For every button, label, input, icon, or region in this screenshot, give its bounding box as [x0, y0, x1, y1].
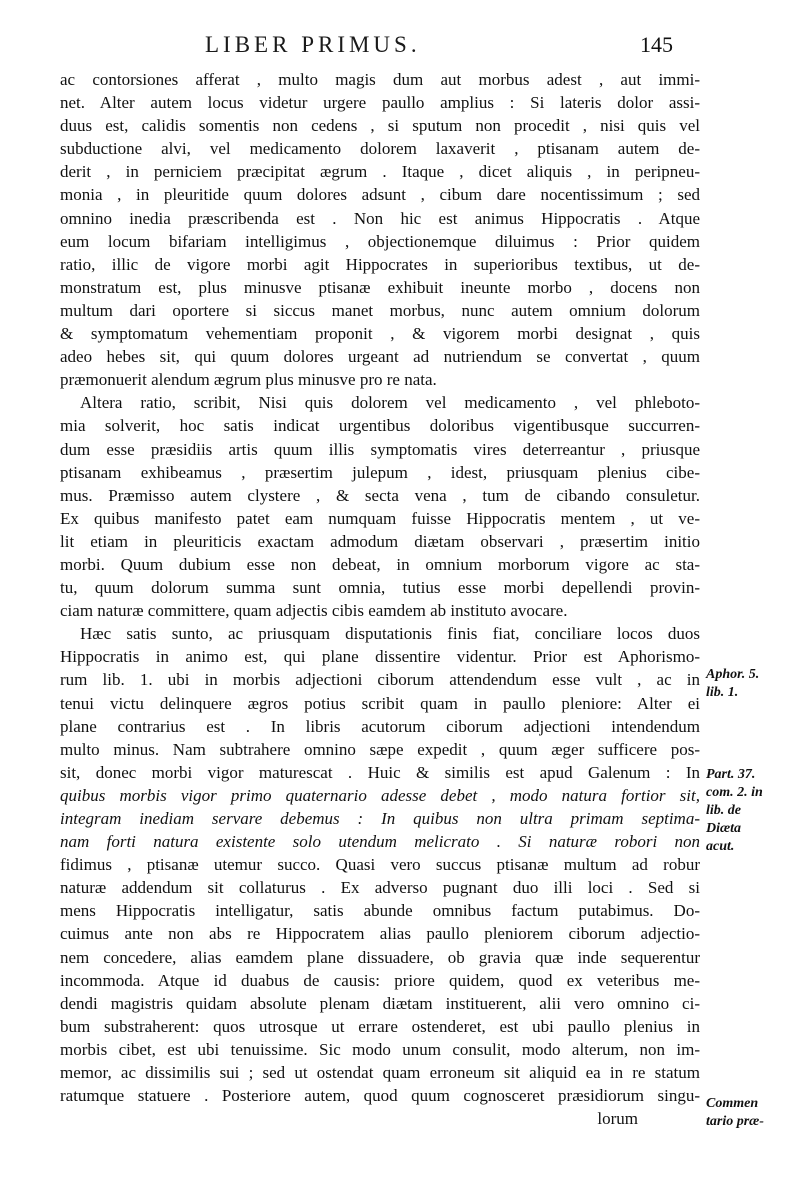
- text-line: quibus morbis vigor primo quaternario adesse debet , modo natura fortior sit,: [60, 785, 700, 805]
- text-line: ratumque statuere . Posteriore autem, quod quum cognosceret præsidiorum singu-: [60, 1086, 700, 1106]
- text-line: multum dari oportere si siccus manet morbus, nunc autem omnium dolorum: [60, 300, 700, 320]
- margin-note-line: Aphor. 5.: [706, 667, 760, 682]
- text-line: mia solverit, hoc satis indicat urgentibus doloribus vigentibusque succurren-: [60, 416, 700, 436]
- text-line: plane contrarius est . In libris acutorum ciborum adjectioni intendendum: [60, 716, 700, 736]
- margin-note-line: Diæta: [706, 821, 741, 836]
- margin-note-commentario: [706, 1095, 764, 1131]
- text-line: subductione alvi, vel medicamento dolorem laxaverit , ptisanam autem de-: [60, 139, 700, 159]
- text-line: morbis cibet, est ubi tenuissime. Sic modo unum consulit, modo alterum, non im-: [60, 1039, 700, 1059]
- text-line: omnino inedia præscribenda est . Non hic est animus Hippocratis . Atque: [60, 208, 700, 228]
- text-line: ratio, illic de vigore morbi agit Hippocrates in superioribus textibus, ut de-: [60, 254, 700, 274]
- text-line: lorum: [597, 1109, 638, 1129]
- text-line: fidimus , ptisanæ utemur succo. Quasi vero succus ptisanæ multum ad robur: [60, 855, 700, 875]
- text-line: monstratum est, plus minusve ptisanæ exhibuit ineunte morbo , docens non: [60, 277, 700, 297]
- text-line: integram inediam servare debemus : In quibus non ultra primam septima-: [60, 809, 700, 828]
- text-line: ciam naturæ committere, quam adjectis cibis eamdem ab instituto avocare.: [60, 601, 568, 621]
- page-number: 145: [640, 32, 673, 57]
- margin-note-line: com. 2. in: [706, 785, 763, 800]
- text-line: multo minus. Nam subtrahere omnino sæpe expedit , quum æger sufficere pos-: [60, 739, 700, 759]
- margin-note-line: Part. 37.: [706, 767, 756, 782]
- text-line: rum lib. 1. ubi in morbis adjectioni ciborum attendendum esse vult , ac in: [60, 670, 700, 690]
- text-line: mens Hippocratis intelligatur, satis abunde omnibus factum putabimus. Do-: [60, 901, 700, 921]
- text-line: naturæ addendum sit collaturus . Ex adverso pugnant duo illi loci . Sed si: [60, 878, 700, 898]
- text-line: memor, ac dissimilis sui ; sed ut ostendat quam erroneum sit aliquid ea in re statum: [60, 1063, 700, 1083]
- margin-note-line: Commen: [706, 1096, 759, 1111]
- text-line: tenui victu delinquere ægros potius scribit quam in paullo pleniore: Alter ei: [60, 693, 700, 713]
- text-line: derit , in perniciem præcipitat ægrum . Itaque , dicet aliquis , in peripneu-: [60, 162, 700, 182]
- page-header: [0, 30, 800, 60]
- text-line: morbi. Quum dubium esse non debeat, in omnium morborum vigore ac sta-: [60, 554, 700, 574]
- margin-note-line: lib. de: [706, 803, 741, 818]
- text-line: dendi magistris quidam absolute plenam diætam instituerent, alii vero omnino ci-: [60, 993, 700, 1013]
- text-line: net. Alter autem locus videtur urgere paullo amplius : Si lateris dolor assi-: [60, 93, 700, 113]
- text-line: ptisanam exhibeamus , præsertim julepum , idest, priusquam plenius cibe-: [60, 462, 700, 482]
- text-line: duus est, calidis somentis non cedens , si sputum non procedit , nisi quis vel: [60, 116, 700, 136]
- text-line: eum locum bifariam intelligimus , objectionemque diluimus : Prior quidem: [60, 231, 700, 251]
- body-text: [60, 68, 700, 1130]
- margin-note-diaeta-acut: [706, 766, 763, 856]
- text-line: bum substraherent: quos utrosque ut errare ostenderet, est ubi paullo plenius in: [60, 1016, 700, 1036]
- text-line: tu, quum dolorum summa sunt omnia, tutius esse morbi depellendi provin-: [60, 578, 700, 598]
- text-line: mus. Præmisso autem clystere , & secta vena , tum de cibando consuletur.: [60, 485, 700, 505]
- text-line: incommoda. Atque id duabus de causis: priore quidem, quod ex veteribus me-: [60, 970, 700, 990]
- text-line: Hippocratis in animo est, qui plane dissentire videntur. Prior est Aphorismo-: [60, 647, 700, 667]
- text-line: Hæc satis sunto, ac priusquam disputationis finis fiat, conciliare locos duos: [80, 624, 700, 644]
- margin-note-line: tario præ-: [706, 1114, 764, 1129]
- text-line: sit, donec morbi vigor maturescat . Huic & similis est apud Galenum : In: [60, 762, 700, 782]
- text-line: cuimus ante non abs re Hippocratem alias paullo pleniorem ciborum adjectio-: [60, 924, 700, 944]
- running-head: LIBER PRIMUS.: [205, 32, 421, 57]
- text-line: ac contorsiones afferat , multo magis dum aut morbus adest , aut immi-: [60, 70, 700, 89]
- text-line: adeo hebes sit, qui quum dolores urgeant ad nutriendum se convertat , quum: [60, 347, 700, 367]
- text-line: dum esse præsidiis artis quum illis symptomatis vires deterreantur , priusque: [60, 439, 700, 459]
- text-line: Altera ratio, scribit, Nisi quis dolorem vel medicamento , vel phlebotο-: [80, 393, 700, 413]
- text-line: nam forti natura existente solo utendum melicrato . Si naturæ robori non: [60, 832, 700, 852]
- margin-note-line: acut.: [706, 839, 735, 854]
- text-line: præmonuerit alendum ægrum plus minusve pro re nata.: [60, 370, 437, 390]
- margin-note-line: lib. 1.: [706, 685, 739, 700]
- text-line: lit etiam in pleuriticis exactam admodum diætam observari , præsertim initio: [60, 531, 700, 551]
- text-line: monia , in pleuritide quum dolores adsunt , cibum dare nocentissimum ; sed: [60, 185, 700, 205]
- text-line: Ex quibus manifesto patet eam numquam fuisse Hippocratis mentem , ut ve-: [60, 508, 700, 528]
- margin-note-aphorisms: [706, 666, 759, 702]
- text-line: & symptomatum vehementiam proponit , & vigorem morbi designat , quis: [60, 324, 700, 344]
- text-line: nem concedere, alias eamdem plane dissuadere, ob gravia quæ inde sequerentur: [60, 947, 700, 967]
